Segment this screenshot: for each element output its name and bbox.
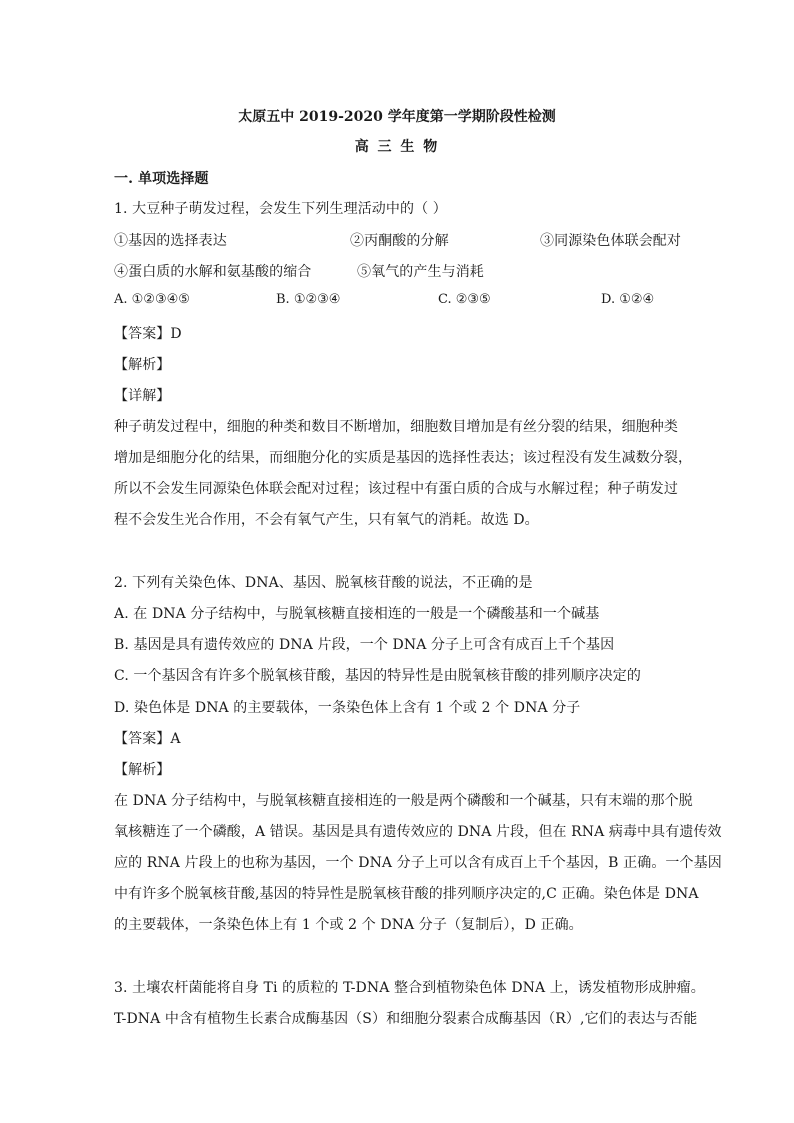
q2-stem: 2. 下列有关染色体、DNA、基因、脱氧核苷酸的说法，不正确的是 [114,575,533,591]
q1-explanation-line: 种子萌发过程中，细胞的种类和数目不断增加，细胞数目增加是有丝分裂的结果，细胞种类 [114,419,678,435]
q1-option-c: C. ②③⑤ [438,292,491,307]
q1-option-b: B. ①②③④ [276,292,341,307]
q1-stem: 1. 大豆种子萌发过程，会发生下列生理活动中的（ ） [114,201,447,217]
q2-explanation-line: 中有许多个脱氧核苷酸,基因的特异性是脱氧核苷酸的排列顺序决定的,C 正确。染色体是 DNA [114,886,699,902]
q2-explanation-line: 的主要载体，一条染色体上有 1 个或 2 个 DNA 分子（复制后），D 正确。 [114,917,583,933]
q1-explanation-line: 程不会发生光合作用，不会有氧气产生，只有氧气的消耗。故选 D。 [114,512,539,528]
q3-text-line: T-DNA 中含有植物生长素合成酶基因（S）和细胞分裂素合成酶基因（R）,它们的表达与否能 [114,1011,698,1027]
q3-text-line: 3. 土壤农杆菌能将自身 Ti 的质粒的 T-DNA 整合到植物染色体 DNA 上，诱发植物形成肿瘤。 [114,980,705,996]
q1-item-4: ④蛋白质的水解和氨基酸的缩合 [114,264,312,280]
q1-explanation-line: 增加是细胞分化的结果，而细胞分化的实质是基因的选择性表达；该过程没有发生减数分裂， [114,450,693,466]
exam-title: 太原五中 2019-2020 学年度第一学期阶段性检测 [238,109,556,125]
q2-explanation-line: 在 DNA 分子结构中，与脱氧核糖直接相连的一般是两个磷酸和一个碱基，只有末端的那个脱 [114,793,693,809]
q1-answer: 【答案】D [114,326,182,342]
q2-explanation-line: 氧核糖连了一个磷酸，A 错误。基因是具有遗传效应的 DNA 片段，但在 RNA 病毒中具有遗传效 [114,824,722,840]
q1-detail-label: 【详解】 [114,388,171,404]
q2-option-d: D. 染色体是 DNA 的主要载体，一条染色体上含有 1 个或 2 个 DNA 分子 [114,700,581,716]
q1-option-a: A. ①②③④⑤ [114,292,190,307]
q2-explanation-line: 应的 RNA 片段上的也称为基因，一个 DNA 分子上可以含有成百上千个基因，B 正确。一个基因 [114,855,722,871]
q1-item-3: ③同源染色体联会配对 [540,233,681,249]
q2-analysis-label: 【解析】 [114,762,171,778]
q1-analysis-label: 【解析】 [114,357,171,373]
q2-option-c: C. 一个基因含有许多个脱氧核苷酸，基因的特异性是由脱氧核苷酸的排列顺序决定的 [114,668,642,684]
section-heading: 一. 单项选择题 [114,171,209,187]
q2-option-a: A. 在 DNA 分子结构中，与脱氧核糖直接相连的一般是一个磷酸基和一个碱基 [114,606,600,622]
q1-item-2: ②丙酮酸的分解 [350,233,449,249]
q2-answer: 【答案】A [114,731,181,747]
q1-item-5: ⑤氧气的产生与消耗 [357,264,484,280]
q1-option-d: D. ①②④ [601,292,655,307]
subject-title: 高 三 生 物 [354,139,440,155]
q2-option-b: B. 基因是具有遗传效应的 DNA 片段，一个 DNA 分子上可含有成百上千个基因 [114,637,615,653]
q1-item-1: ①基因的选择表达 [114,233,227,249]
q1-explanation-line: 所以不会发生同源染色体联会配对过程；该过程中有蛋白质的合成与水解过程；种子萌发过 [114,481,678,497]
